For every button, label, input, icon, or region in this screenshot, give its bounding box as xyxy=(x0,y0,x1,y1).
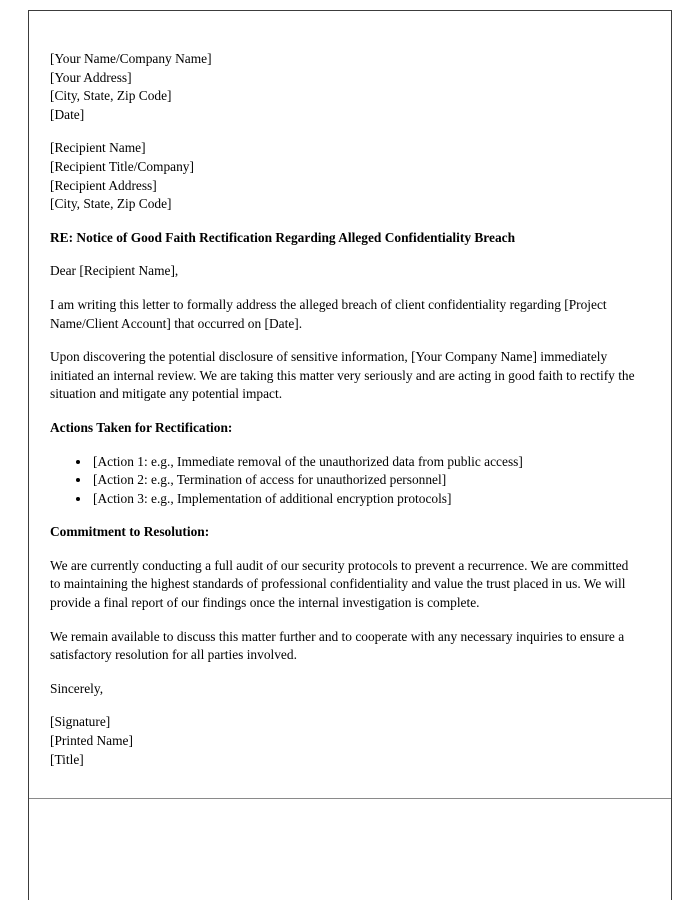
actions-heading: Actions Taken for Rectification: xyxy=(50,419,233,435)
sender-line: [Date] xyxy=(50,106,85,122)
closing-paragraph: We remain available to discuss this matter further and to cooperate with any necessary inquiries to ensure a satisfactory resolution for all parties involved. xyxy=(50,628,625,663)
signature-line: [Title] xyxy=(50,751,84,767)
review-paragraph: Upon discovering the potential disclosure of sensitive information, [Your Company Name] immediately initiated an internal review. We are taking this matter very seriously and are acting in good faith to rectify the situation and mitigate any potential impact. xyxy=(50,349,635,402)
page-divider xyxy=(29,798,671,799)
letter-content xyxy=(29,11,671,769)
signature-block xyxy=(50,713,641,769)
commitment-heading: Commitment to Resolution: xyxy=(50,524,210,540)
recipient-line: [Recipient Title/Company] xyxy=(50,158,194,174)
recipient-line: [Recipient Name] xyxy=(50,140,146,156)
recipient-line: [City, State, Zip Code] xyxy=(50,196,172,212)
sender-line: [Your Name/Company Name] xyxy=(50,51,212,66)
commitment-paragraph: We are currently conducting a full audit of our security protocols to prevent a recurrence. We are committed to maintaining the highest standards of professional confidentiality and value the trust placed in us. We will provide a final report of our findings once the internal investigation is complete. xyxy=(50,557,629,611)
letter-page xyxy=(28,10,672,900)
signature-line: [Printed Name] xyxy=(50,733,133,749)
recipient-block xyxy=(50,139,641,213)
action-item: • [Action 3: e.g., Implementation of additional encryption protocols] xyxy=(91,490,641,509)
signature-line: [Signature] xyxy=(50,714,111,730)
intro-paragraph: I am writing this letter to formally address the alleged breach of client confidentiality regarding [Project Name/Client Account] that occurred on [Date]. xyxy=(50,296,607,331)
salutation: Dear [Recipient Name], xyxy=(50,263,179,279)
sender-block xyxy=(50,50,641,124)
action-item: • [Action 2: e.g., Termination of access for unauthorized personnel] xyxy=(91,471,641,490)
actions-list xyxy=(50,453,641,509)
sender-line: [Your Address] xyxy=(50,69,132,85)
subject-line: RE: Notice of Good Faith Rectification Regarding Alleged Confidentiality Breach xyxy=(50,229,516,245)
signoff: Sincerely, xyxy=(50,680,104,696)
sender-line: [City, State, Zip Code] xyxy=(50,88,172,104)
recipient-line: [Recipient Address] xyxy=(50,177,157,193)
action-item: • [Action 1: e.g., Immediate removal of the unauthorized data from public access] xyxy=(91,453,641,472)
